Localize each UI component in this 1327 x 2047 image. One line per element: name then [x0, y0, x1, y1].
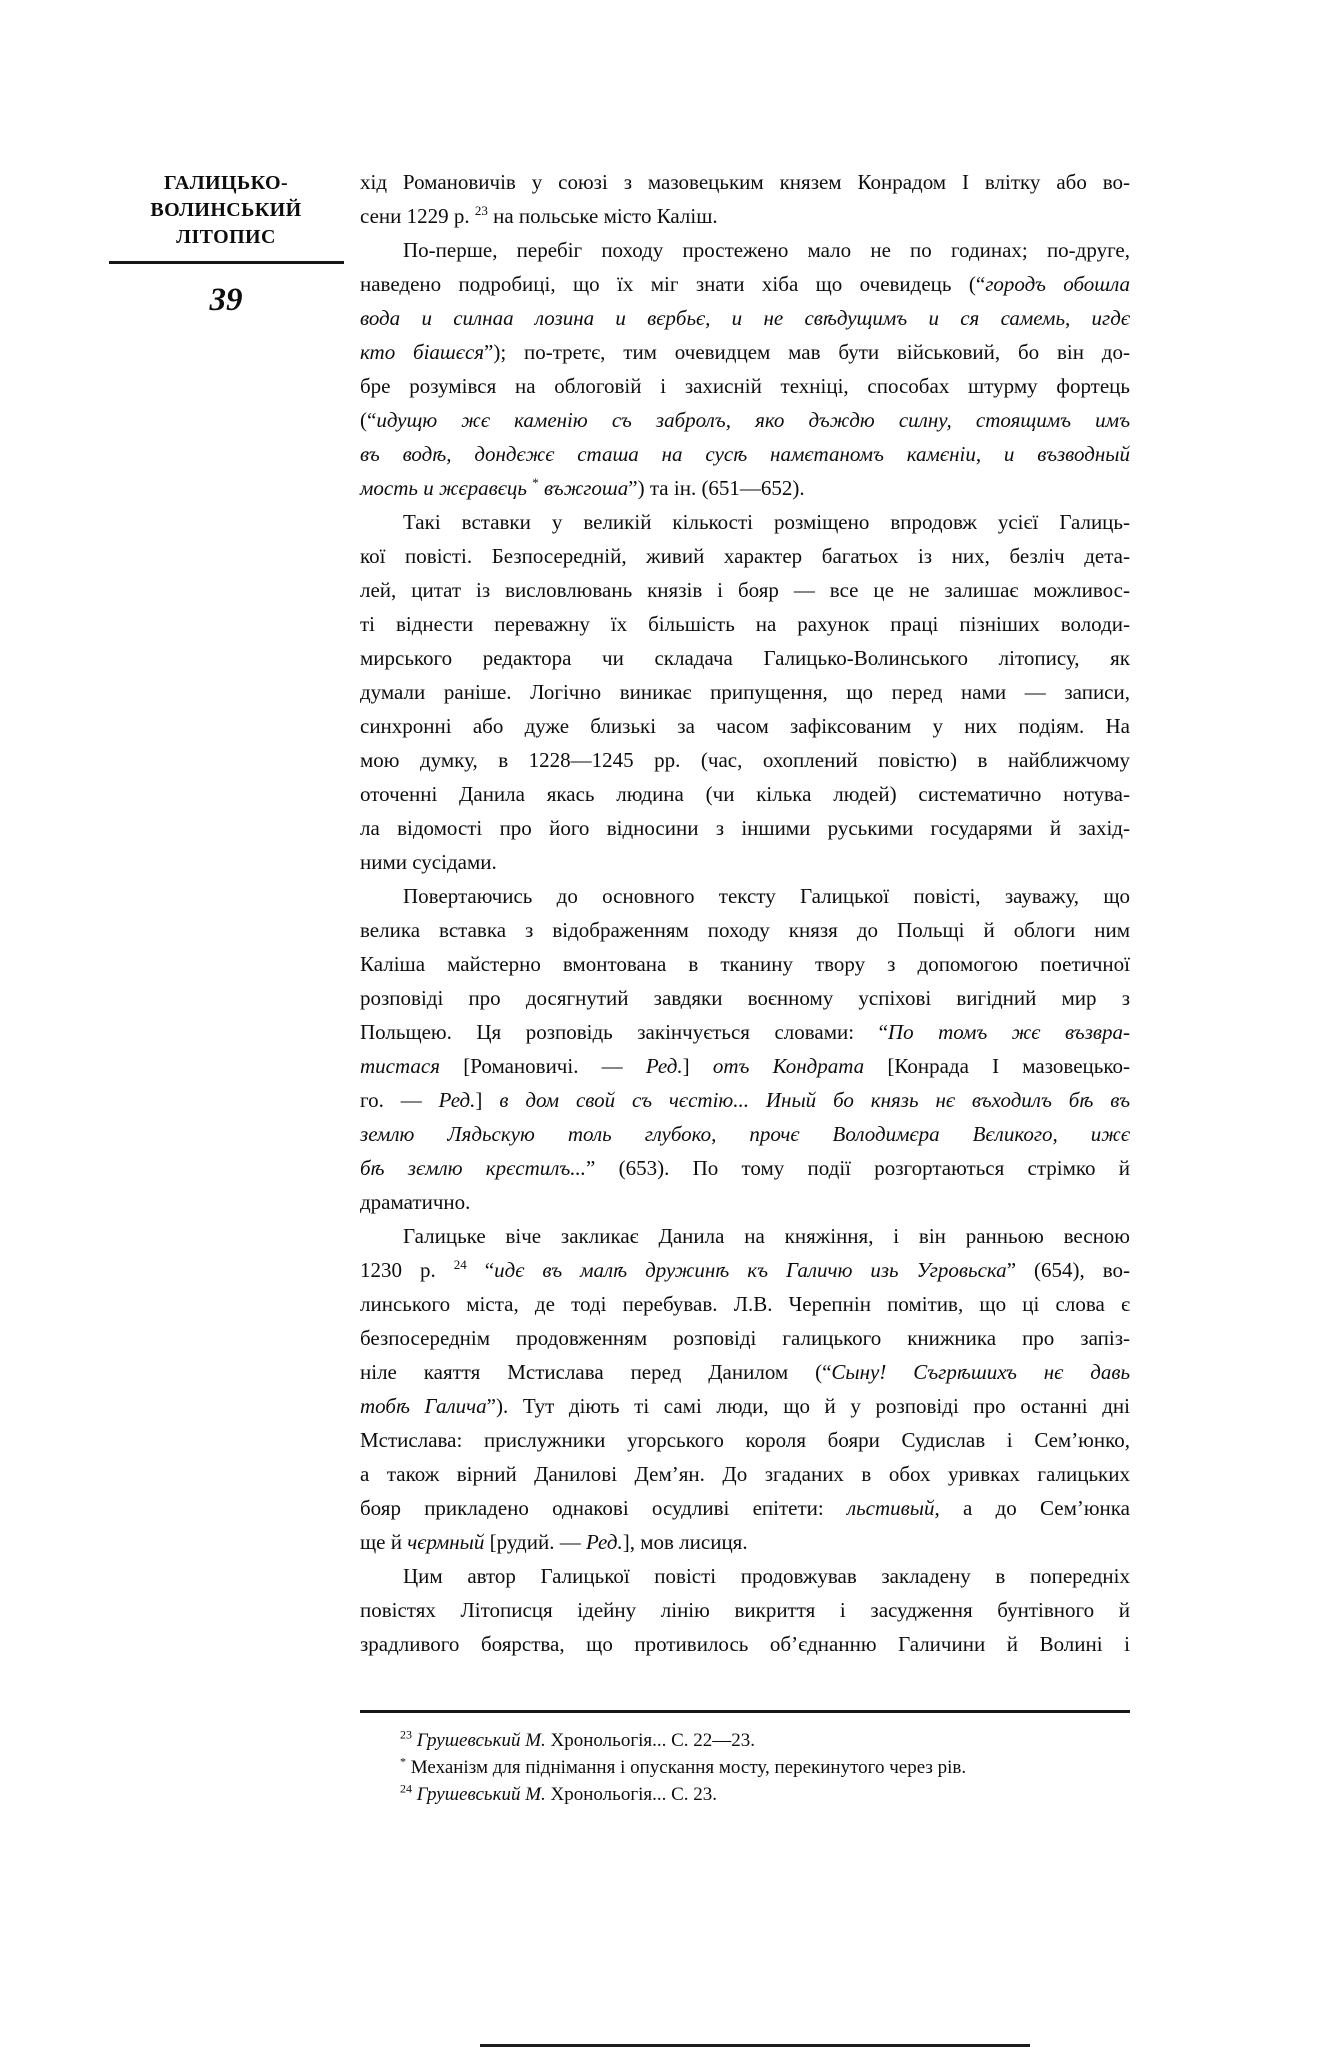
text-line: оточенні Данила якась людина (чи кілька людей) систематично нотува-: [360, 782, 1130, 806]
text-line: землю Лядьскую толь глубоко, прочє Володимєра Вєликого, ижє: [360, 1122, 1130, 1146]
text-line: велика вставка з відображенням походу князя до Польщі й облоги ним: [360, 918, 1130, 942]
footnote-line: * Механізм для піднімання і опускання мосту, перекинутого через рів.: [400, 1754, 967, 1778]
main-text-column: [360, 165, 1130, 1808]
text-line: драматично.: [360, 1190, 471, 1214]
chronicle-title-line: ГАЛИЦЬКО-: [163, 172, 289, 194]
text-line: Галицьке віче закликає Данила на княжіння, і він ранньою весною: [403, 1224, 1130, 1248]
text-line: 1230 р. $^{24}$ “идє въ малѣ дружинѣ къ Галичю изь Угровьска” (654), во-: [360, 1257, 1131, 1282]
text-line: повістях Літописця ідейну лінію викриття і засудження бунтівного й: [360, 1598, 1130, 1622]
text-line: бояр прикладено однакові осудливі епітети: льстивый, а до Сем’юнка: [360, 1496, 1130, 1520]
text-line: го. — Ред.] в дом свой съ чєстію... Иный бо князь нє въходилъ бѣ въ: [360, 1088, 1130, 1112]
footnote-line: $^{24}$ Грушевський М. Хронольогія... С. 23.: [400, 1781, 718, 1805]
text-line: розповіді про досягнутий завдяки воєнному успіхові вигідний мир з: [360, 986, 1130, 1010]
text-line: ними сусідами.: [360, 850, 497, 874]
text-line: (“идущю жє каменію съ забролъ, яко дъждю силну, стоящимъ имъ: [360, 408, 1130, 432]
footnote-line: $^{23}$ Грушевський М. Хронольогія... С. 22—23.: [400, 1727, 756, 1751]
text-line: вода и силнаа лозина и вєрбьє, и не свѣдущимъ и ся самемь, игдє: [360, 306, 1130, 330]
text-line: ла відомості про його відносини з іншими руськими государями й захід-: [360, 816, 1130, 840]
text-line: Каліша майстерно вмонтована в тканину твору з допомогою поетичної: [360, 952, 1130, 976]
text-line: зрадливого боярства, що противилось об’єднанню Галичини й Волині і: [360, 1632, 1130, 1656]
text-line: тобѣ Галича”). Тут діють ті самі люди, що й у розповіді про останні дні: [360, 1394, 1130, 1418]
text-line: ще й чєрмный [рудий. — Ред.], мов лисиця.: [360, 1530, 748, 1554]
page-number: 39: [209, 282, 243, 318]
text-line: ті віднести переважну їх більшість на рахунок праці пізніших володи-: [360, 612, 1130, 636]
chronicle-title: [106, 170, 346, 251]
text-line: хід Романовичів у союзі з мазовецьким князем Конрадом І влітку або во-: [360, 170, 1130, 194]
text-line: въ водѣ, дондєжє сташа на сусѣ намєтаномъ камєніи, и възводный: [360, 442, 1130, 466]
text-line: мирського редактора чи складача Галицько-Волинського літопису, як: [360, 646, 1130, 670]
text-line: кто біашєся”); по-третє, тим очевидцем мав бути військовий, бо він до-: [360, 340, 1130, 364]
text-line: думали раніше. Логічно виникає припущення, що перед нами — записи,: [360, 680, 1130, 704]
text-line: кої повісті. Безпосередній, живий характер багатьох із них, безліч дета-: [360, 544, 1130, 568]
body-text: [360, 165, 1130, 1661]
footnotes: [360, 1727, 1130, 1808]
text-line: Повертаючись до основного тексту Галицької повісті, зауважу, що: [403, 884, 1130, 908]
margin-column: [106, 170, 346, 317]
text-line: синхронні або дуже близькі за часом зафіксованим у них подіям. На: [360, 714, 1130, 738]
text-line: безпосереднім продовженням розповіді галицького книжника про запіз-: [360, 1326, 1130, 1350]
text-line: По-перше, перебіг походу простежено мало не по годинах; по-друге,: [403, 238, 1130, 262]
margin-divider: [109, 261, 344, 264]
text-line: сени 1229 р. $^{23}$ на польське місто Каліш.: [360, 203, 718, 228]
text-line: мою думку, в 1228—1245 рр. (час, охоплений повістю) в найближчому: [360, 748, 1130, 772]
text-line: мость и жєравєць * въжгоша”) та ін. (651—652).: [360, 475, 805, 500]
text-line: наведено подробиці, що їх міг знати хіба що очевидець (“городъ обошла: [360, 272, 1130, 296]
text-line: Такі вставки у великій кількості розміщено впродовж усієї Галиць-: [403, 510, 1130, 534]
text-line: ніле каяття Мстислава перед Данилом (“Сыну! Съгрѣшихъ нє давь: [360, 1360, 1130, 1384]
footnote-divider: [360, 1710, 1130, 1713]
chronicle-title-line: ВОЛИНСЬКИЙ: [150, 199, 302, 221]
text-line: бѣ зємлю крєстилъ...” (653). По тому події розгортаються стрімко й: [360, 1156, 1130, 1180]
text-line: бре розумівся на облоговій і захисній техніці, способах штурму фортець: [360, 374, 1130, 398]
text-line: тистася [Романовичі. — Ред.] отъ Кондрата [Конрада І мазовецько-: [360, 1054, 1130, 1078]
text-line: линського міста, де тоді перебував. Л.В. Черепнін помітив, що ці слова є: [360, 1292, 1130, 1316]
text-line: Цим автор Галицької повісті продовжував закладену в попередніх: [403, 1564, 1130, 1588]
text-line: а також вірний Данилові Дем’ян. До згаданих в обох уривках галицьких: [360, 1462, 1130, 1486]
chronicle-title-line: ЛІТОПИС: [176, 226, 276, 248]
text-line: Польщею. Ця розповідь закінчується словами: “По томъ жє възвра-: [360, 1020, 1130, 1044]
text-line: Мстислава: прислужники угорського короля бояри Судислав і Сем’юнко,: [360, 1428, 1130, 1452]
text-line: лей, цитат із висловлювань князів і бояр — все це не залишає можливос-: [360, 578, 1130, 602]
